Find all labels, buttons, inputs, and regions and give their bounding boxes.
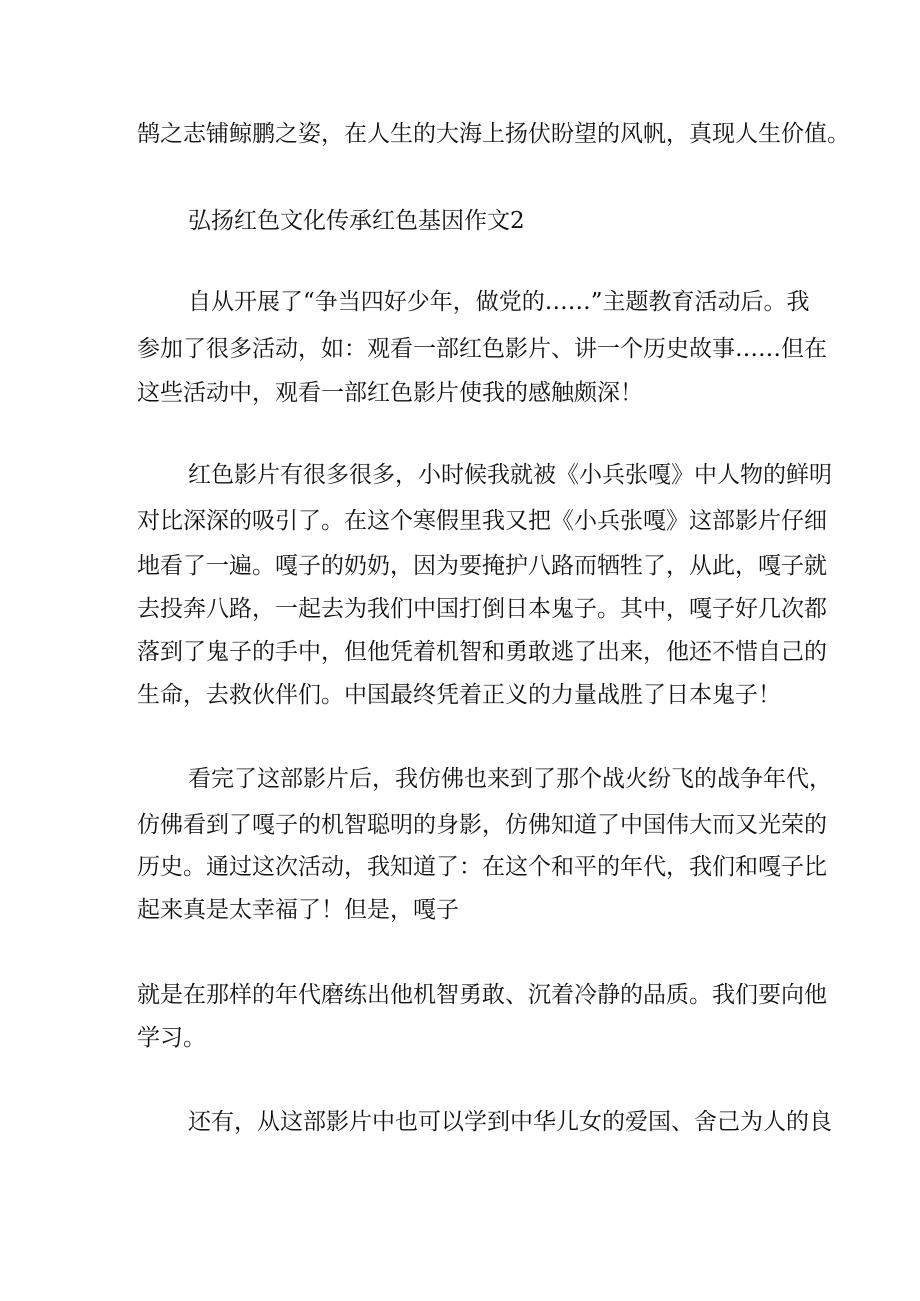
text-line: 对比深深的吸引了。在这个寒假里我又把《小兵张嘎》这部影片仔细 [137,508,827,534]
text-line: 落到了鬼子的手中，但他凭着机智和勇敢逃了出来，他还不惜自己的 [137,639,827,665]
text-line: 去投奔八路，一起去为我们中国打倒日本鬼子。其中，嘎子好几次都 [137,596,827,622]
text-line: 鹄之志铺鲸鹏之姿，在人生的大海上扬伏盼望的风帆，真现人生价值。 [137,121,850,147]
text-line: 仿佛看到了嘎子的机智聪明的身影，仿佛知道了中国伟大而又光荣的 [137,812,827,838]
text-line: 学习。 [137,1025,206,1051]
text-line: 还有，从这部影片中也可以学到中华儿女的爱国、舍己为人的良 [188,1109,832,1135]
text-line: 这些活动中，观看一部红色影片使我的感触颇深！ [137,380,643,406]
text-line: 参加了很多活动，如：观看一部红色影片、讲一个历史故事……但在 [137,336,827,362]
text-line: 红色影片有很多很多，小时候我就被《小兵张嘎》中人物的鲜明 [188,462,832,488]
text-line: 就是在那样的年代磨练出他机智勇敢、沉着冷静的品质。我们要向他 [137,982,827,1008]
text-line: 自从开展了“争当四好少年，做党的……”主题教育活动后。我 [188,289,810,315]
text-line: 历史。通过这次活动，我知道了：在这个和平的年代，我们和嘎子比 [137,854,827,880]
text-line: 起来真是太幸福了！但是，嘎子 [137,897,459,923]
section-heading: 弘扬红色文化传承红色基因作文2 [188,208,525,234]
text-line: 地看了一遍。嘎子的奶奶，因为要掩护八路而牺牲了，从此，嘎子就 [137,553,827,579]
text-line: 生命，去救伙伴们。中国最终凭着正义的力量战胜了日本鬼子！ [137,682,781,708]
text-line: 看完了这部影片后，我仿佛也来到了那个战火纷飞的战争年代， [188,766,832,792]
